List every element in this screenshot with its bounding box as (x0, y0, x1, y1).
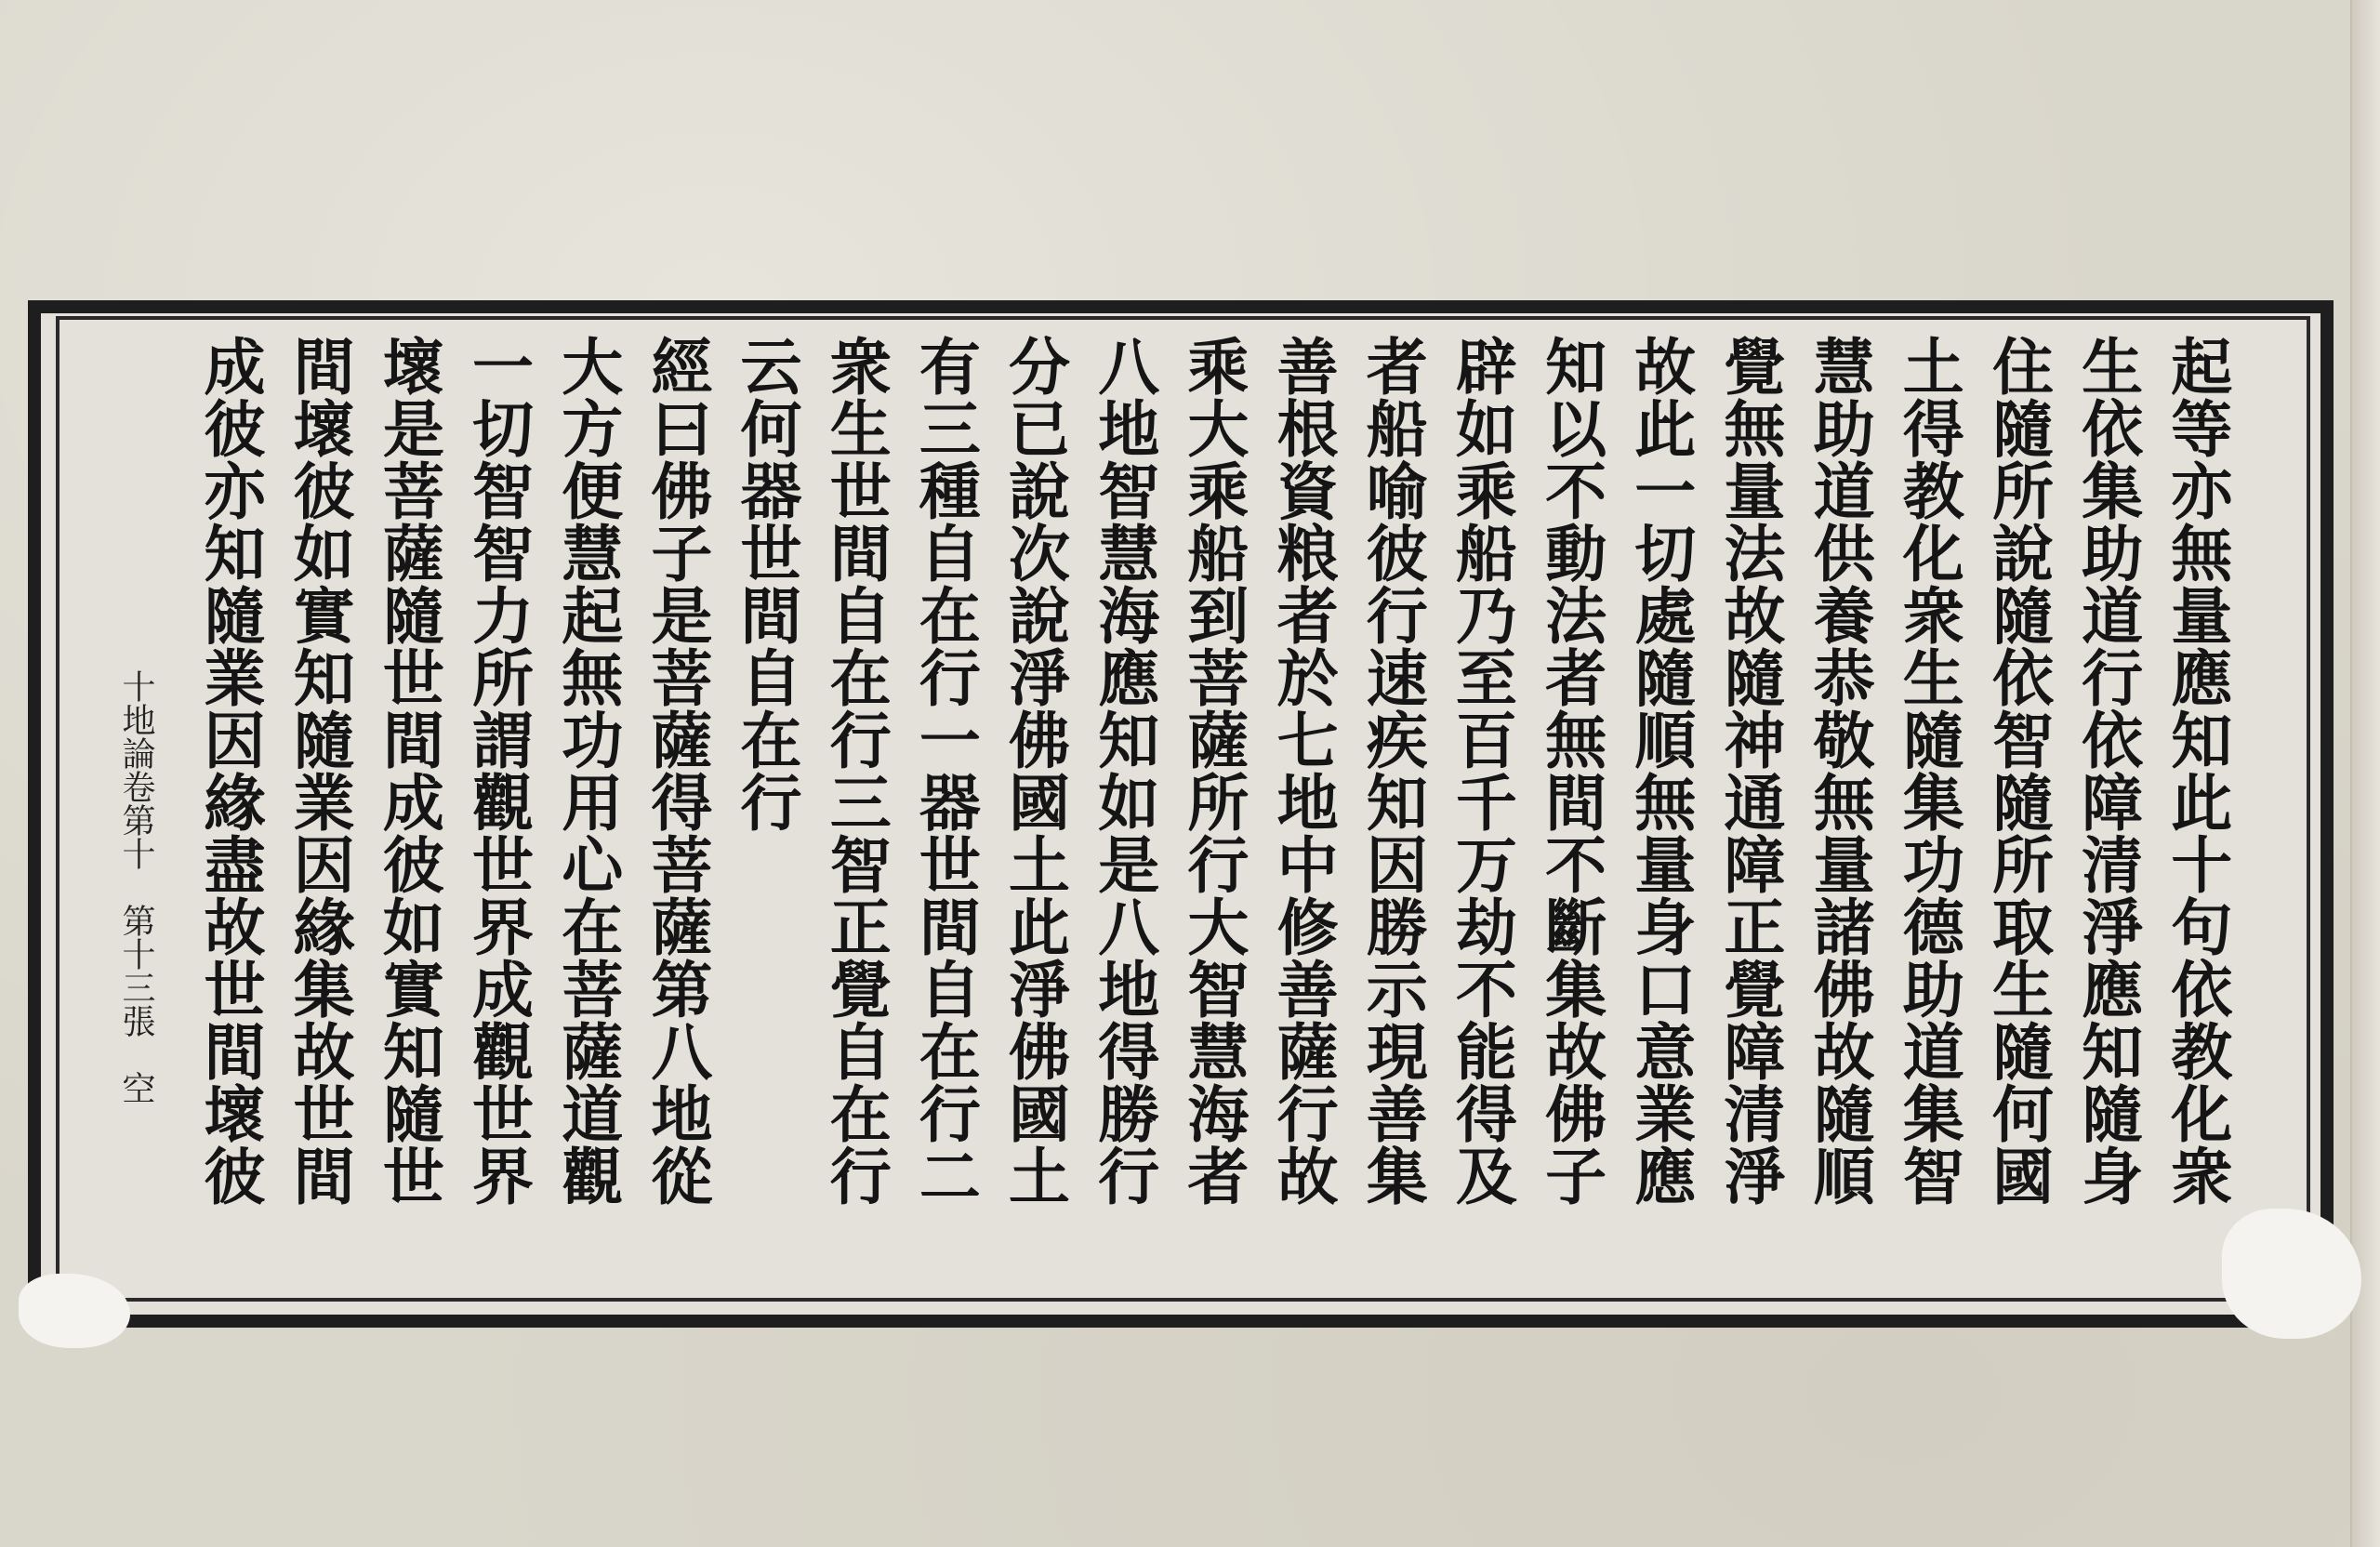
text-column: 覺無量法故隨神通障正覺障清淨 (1712, 335, 1786, 1207)
text-column: 住隨所說隨依智隨所取生隨何國 (1981, 335, 2055, 1207)
text-column: 一切智智力所謂觀世界成觀世界 (461, 335, 535, 1207)
page-edge (2350, 0, 2380, 1547)
text-column: 故此一切處隨順無量身口意業應 (1623, 335, 1697, 1207)
margin-note: 十地論卷第十 第十三張 空 (117, 669, 155, 1104)
text-column: 知以不動法者無間不斷集故佛子 (1534, 335, 1607, 1207)
text-column: 者船喻彼行速疾知因勝示現善集 (1355, 335, 1429, 1207)
text-column: 間壞彼如實知隨業因緣集故世間 (283, 335, 356, 1207)
text-column: 衆生世間自在行三智正覺自在行 (819, 335, 892, 1207)
text-column: 大方便慧起無功用心在菩薩道觀 (550, 335, 624, 1207)
text-column: 云何器世間自在行 (730, 335, 803, 833)
text-column: 慧助道供養恭敬無量諸佛故隨順 (1803, 335, 1876, 1207)
text-column: 八地智慧海應知如是八地得勝行 (1087, 335, 1160, 1207)
text-column: 有三種自在行一器世間自在行二 (908, 335, 982, 1207)
text-column: 起等亦無量應知此十句依教化衆 (2160, 335, 2233, 1207)
text-column: 辟如乘船乃至百千万劫不能得及 (1445, 335, 1518, 1207)
text-columns (191, 335, 2236, 1292)
text-column: 成彼亦知隨業因緣盡故世間壞彼 (193, 335, 266, 1207)
text-column: 乘大乘船到菩薩所行大智慧海者 (1176, 335, 1250, 1207)
text-column: 生依集助道行依障清淨應知隨身 (2070, 335, 2144, 1207)
text-column: 善根資粮者於七地中修善薩行故 (1266, 335, 1340, 1207)
text-column: 壞是菩薩隨世間成彼如實知隨世 (372, 335, 445, 1207)
text-column: 分已說次說淨佛國土此淨佛國土 (998, 335, 1071, 1207)
text-column: 經曰佛子是菩薩得菩薩第八地從 (640, 335, 713, 1207)
text-column: 土得教化衆生隨集功德助道集智 (1892, 335, 1965, 1207)
